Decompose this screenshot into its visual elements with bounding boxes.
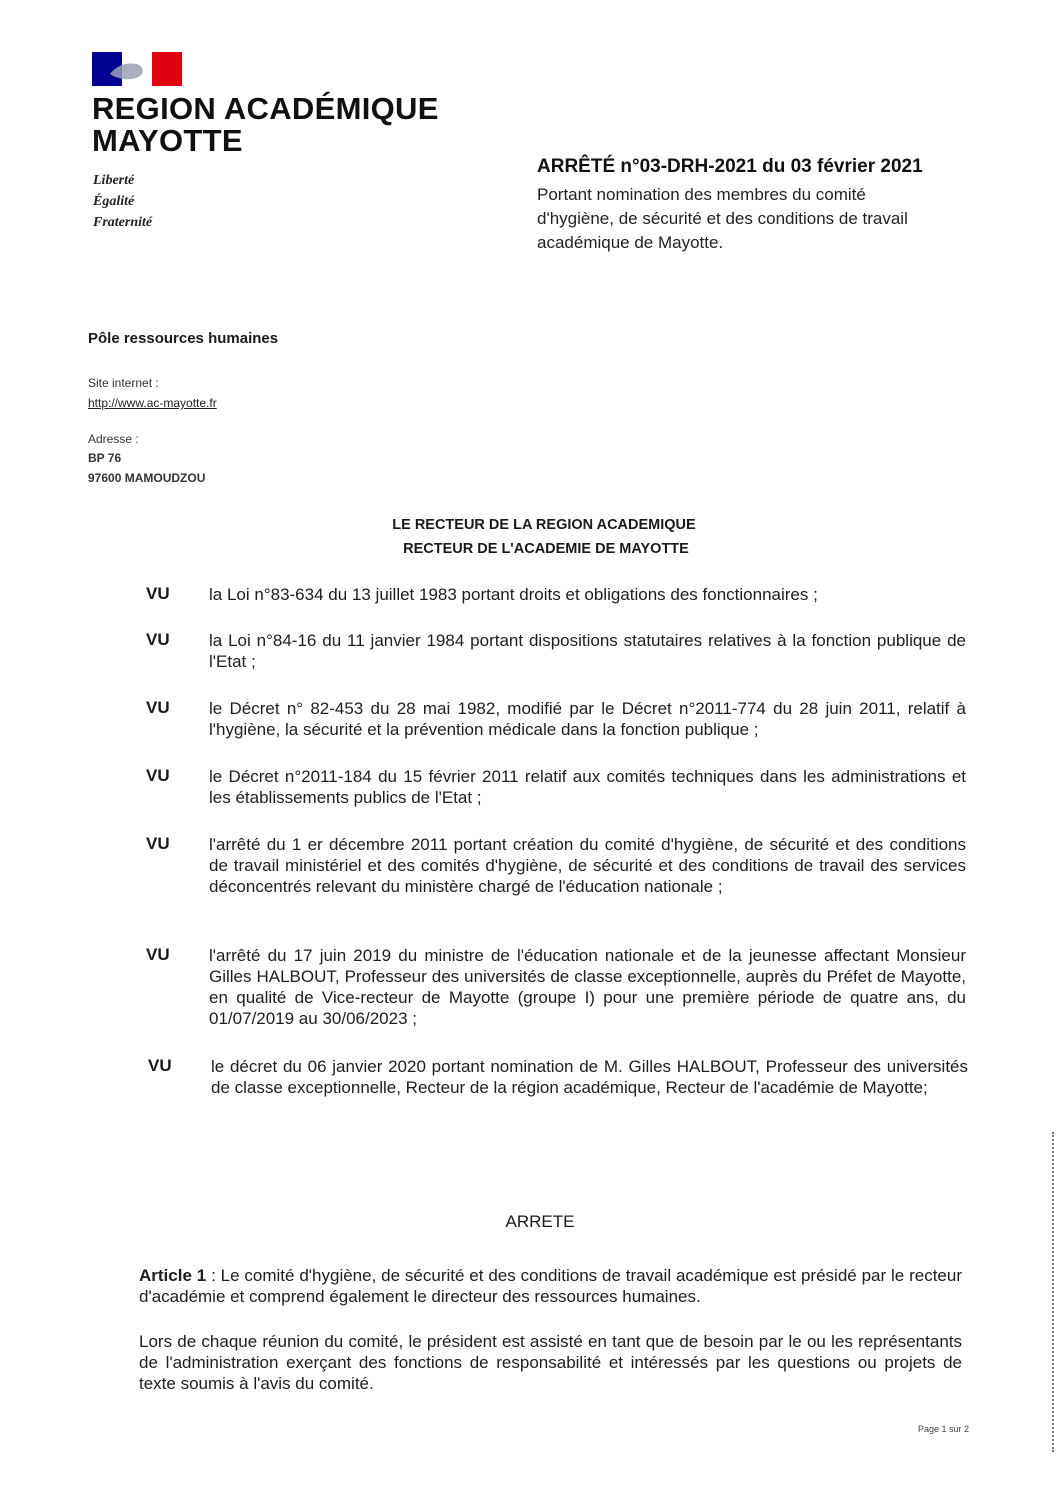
vu-text: le Décret n°2011-184 du 15 février 2011 relatif aux comités techniques dans les administrations et les établissements publics de l'Etat ;	[209, 767, 966, 807]
motto-fraternite: Fraternité	[93, 215, 153, 230]
vu-label: VU	[146, 698, 170, 717]
recteur-line1: LE RECTEUR DE LA REGION ACADEMIQUE	[392, 517, 696, 533]
vu-text: l'arrêté du 17 juin 2019 du ministre de l'éducation nationale et de la jeunesse affectant Monsieur Gilles HALBOUT, Professeur des universités de classe exceptionnelle, auprès du Préfet de Mayotte, en qualité de Vice-recteur de Mayotte (groupe I) pour une première période de quatre ans, du 01/07/2019 au 30/06/2023 ;	[209, 946, 966, 1028]
arrete-subtitle-line: d'hygiène, de sécurité et des conditions de travail	[537, 209, 908, 228]
arrete-subtitle-line: académique de Mayotte.	[537, 233, 724, 252]
motto-liberte: Liberté	[93, 173, 135, 188]
vu-text: l'arrêté du 1 er décembre 2011 portant création du comité d'hygiène, de sécurité et des conditions de travail ministériel et des comités d'hygiène, de sécurité et des conditions de travail des services déconcentrés relevant du ministère chargé de l'éducation nationale ;	[209, 835, 966, 896]
motto-egalite: Égalité	[93, 194, 135, 209]
region-title	[92, 93, 439, 157]
region-title-line2: MAYOTTE	[92, 123, 243, 158]
address-line1: BP 76	[88, 451, 122, 465]
vu-text: la Loi n°83-634 du 13 juillet 1983 portant droits et obligations des fonctionnaires ;	[209, 585, 818, 604]
vu-label: VU	[146, 945, 170, 964]
vu-text: la Loi n°84-16 du 11 janvier 1984 portant dispositions statutaires relatives à la fonction publique de l'Etat ;	[209, 631, 966, 671]
arrete-title: ARRÊTÉ n°03-DRH-2021 du 03 février 2021	[537, 156, 923, 177]
article-1-label: Article 1	[139, 1266, 207, 1285]
site-label: Site internet :	[88, 376, 159, 390]
logo-red-band	[152, 52, 182, 86]
recteur-line2: RECTEUR DE L'ACADEMIE DE MAYOTTE	[403, 541, 689, 557]
vu-label: VU	[148, 1056, 172, 1075]
address-label: Adresse :	[88, 432, 139, 446]
vu-text: le Décret n° 82-453 du 28 mai 1982, modifié par le Décret n°2011-774 du 28 juin 2011, relatif à l'hygiène, la sécurité et la prévention médicale dans la fonction publique ;	[209, 699, 966, 739]
arrete-subtitle-line: Portant nomination des membres du comité	[537, 185, 866, 204]
article-1-text: : Le comité d'hygiène, de sécurité et des conditions de travail académique est présidé par le recteur d'académie et comprend également le directeur des ressources humaines.	[139, 1266, 962, 1306]
article-1	[139, 1265, 962, 1307]
republique-francaise-logo	[92, 52, 182, 86]
scan-artifact	[1052, 1132, 1056, 1452]
arrete-subtitle	[537, 183, 977, 255]
vu-label: VU	[146, 766, 170, 785]
arrete-heading: ARRETE	[505, 1212, 575, 1231]
vu-label: VU	[146, 834, 170, 853]
page-number: Page 1 sur 2	[918, 1424, 970, 1434]
vu-label: VU	[146, 630, 170, 649]
pole-ressources-humaines: Pôle ressources humaines	[88, 330, 279, 347]
vu-text: le décret du 06 janvier 2020 portant nomination de M. Gilles HALBOUT, Professeur des universités de classe exceptionnelle, Recteur de la région académique, Recteur de l'académie de Mayotte;	[211, 1057, 968, 1097]
address-line2: 97600 MAMOUDZOU	[88, 471, 206, 485]
region-title-line1: REGION ACADÉMIQUE	[92, 91, 439, 126]
article-1-paragraph-2: Lors de chaque réunion du comité, le président est assisté en tant que de besoin par le ou les représentants de l'administration exerçant des fonctions de responsabilité et intéressés par les questions ou projets de texte soumis à l'avis du comité.	[139, 1332, 962, 1393]
vu-label: VU	[146, 584, 170, 603]
site-url-link[interactable]: http://www.ac-mayotte.fr	[88, 396, 217, 410]
motto	[93, 170, 152, 233]
